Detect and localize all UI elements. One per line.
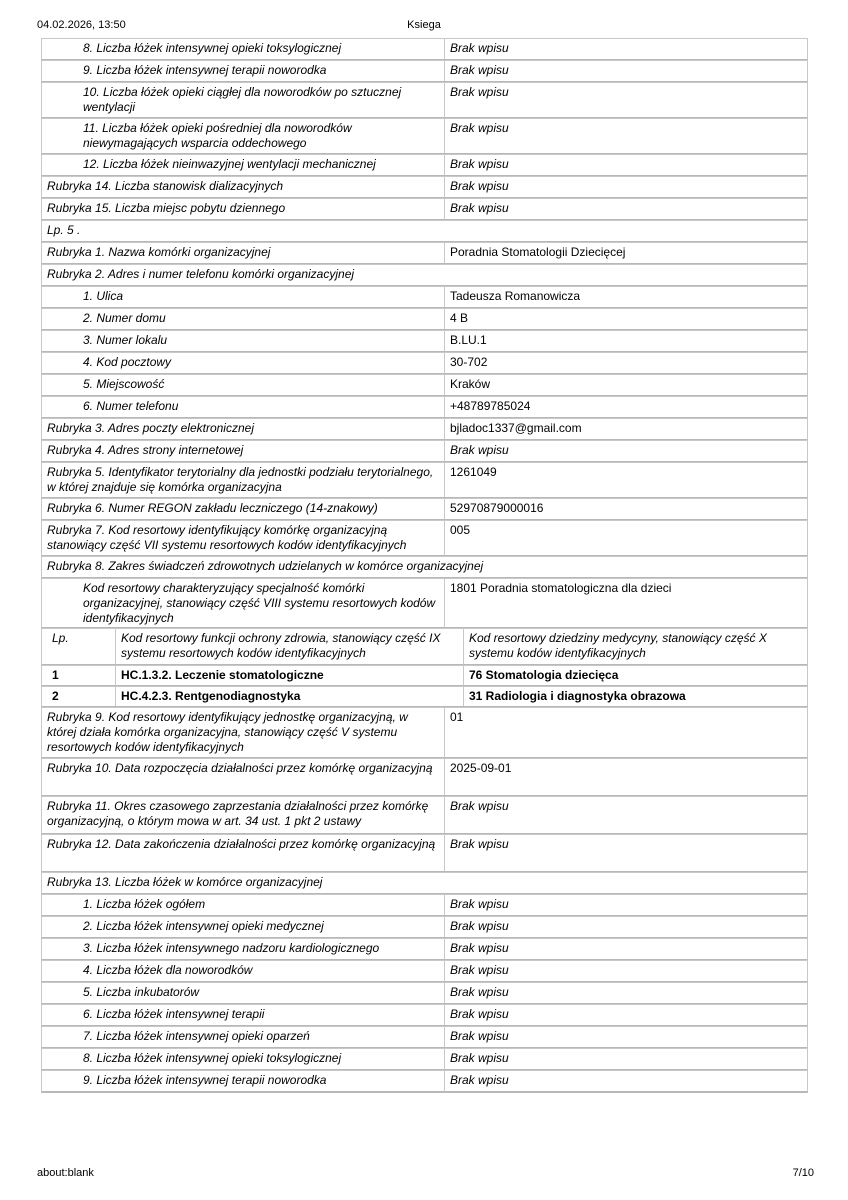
- field-label: 3. Numer lokalu: [42, 331, 445, 351]
- field-label: Rubryka 12. Data zakończenia działalności przez komórkę organizacyjną: [42, 835, 445, 871]
- subtable-function-code: HC.4.2.3. Rentgenodiagnostyka: [116, 687, 464, 706]
- table-row: [41, 60, 808, 83]
- field-value: Brak wpisu: [450, 897, 509, 911]
- field-label: 6. Liczba łóżek intensywnej terapii: [42, 1005, 445, 1025]
- field-value: Brak wpisu: [450, 1073, 509, 1087]
- field-value: 4 B: [450, 311, 469, 325]
- table-row: [41, 38, 808, 61]
- field-value: 1801 Poradnia stomatologiczna dla dzieci: [450, 581, 672, 595]
- table-row: [41, 374, 808, 397]
- section-heading: Lp. 5 .: [47, 223, 81, 237]
- table-row: [41, 118, 808, 155]
- subtable-header-lp: Lp.: [42, 629, 116, 664]
- table-row: [41, 418, 808, 441]
- field-value: Brak wpisu: [450, 1007, 509, 1021]
- field-label: Rubryka 15. Liczba miejsc pobytu dziennego: [42, 199, 445, 219]
- table-row: [41, 352, 808, 375]
- table-row: [41, 1004, 808, 1027]
- registry-table: [41, 39, 808, 1093]
- subtable-header-domain-code: Kod resortowy dziedziny medycyny, stanowiący część X systemu kodów identyfikacyjnych: [469, 631, 767, 660]
- field-label: 9. Liczba łóżek intensywnej terapii noworodka: [42, 1071, 445, 1091]
- field-value: Brak wpisu: [450, 157, 509, 171]
- field-value: 01: [450, 710, 464, 724]
- table-row: [41, 796, 808, 835]
- field-value: bjladoc1337@gmail.com: [450, 421, 582, 435]
- field-label: 10. Liczba łóżek opieki ciągłej dla noworodków po sztucznej wentylacji: [42, 83, 445, 117]
- field-label: 2. Numer domu: [42, 309, 445, 329]
- table-row: [41, 308, 808, 331]
- field-value: 30-702: [450, 355, 488, 369]
- field-value: 2025-09-01: [450, 761, 512, 775]
- table-row: [41, 286, 808, 309]
- field-value: Brak wpisu: [450, 985, 509, 999]
- document-title: Ksiega: [407, 19, 441, 31]
- field-label: Rubryka 3. Adres poczty elektronicznej: [42, 419, 445, 439]
- field-value: Brak wpisu: [450, 963, 509, 977]
- field-value: Brak wpisu: [450, 837, 509, 851]
- field-label: 8. Liczba łóżek intensywnej opieki toksylogicznej: [42, 1049, 445, 1069]
- table-row: [41, 1026, 808, 1049]
- table-row: [41, 176, 808, 199]
- field-label: 12. Liczba łóżek nieinwazyjnej wentylacji mechanicznej: [42, 155, 445, 175]
- table-row: [41, 330, 808, 353]
- table-row: [41, 198, 808, 221]
- subtable-domain-code: 76 Stomatologia dziecięca: [469, 668, 619, 682]
- field-value: Brak wpisu: [450, 201, 509, 215]
- table-row: [41, 707, 808, 759]
- section-heading-row: [41, 872, 808, 895]
- table-row: [41, 960, 808, 983]
- subtable-domain-code: 31 Radiologia i diagnostyka obrazowa: [469, 689, 686, 703]
- field-label: 1. Ulica: [42, 287, 445, 307]
- field-value: Brak wpisu: [450, 919, 509, 933]
- table-row: [41, 440, 808, 463]
- subtable-lp: 2: [42, 687, 116, 706]
- field-value: Brak wpisu: [450, 799, 509, 813]
- field-label: Rubryka 14. Liczba stanowisk dializacyjnych: [42, 177, 445, 197]
- table-row: [41, 982, 808, 1005]
- field-value: 005: [450, 523, 471, 537]
- field-value: +48789785024: [450, 399, 531, 413]
- field-value: 52970879000016: [450, 501, 544, 515]
- field-value: Brak wpisu: [450, 121, 509, 135]
- field-label: 4. Kod pocztowy: [42, 353, 445, 373]
- subtable-function-code: HC.1.3.2. Leczenie stomatologiczne: [116, 666, 464, 685]
- field-value: B.LU.1: [450, 333, 487, 347]
- table-row: [41, 938, 808, 961]
- table-row: [41, 758, 808, 797]
- field-label: 7. Liczba łóżek intensywnej opieki oparzeń: [42, 1027, 445, 1047]
- field-label: 6. Numer telefonu: [42, 397, 445, 417]
- field-value: Brak wpisu: [450, 443, 509, 457]
- field-label: Rubryka 6. Numer REGON zakładu leczniczego (14-znakowy): [42, 499, 445, 519]
- field-value: Brak wpisu: [450, 63, 509, 77]
- table-row: [41, 154, 808, 177]
- section-heading: Rubryka 13. Liczba łóżek w komórce organizacyjnej: [47, 875, 323, 889]
- table-row: [41, 498, 808, 521]
- field-label: Rubryka 9. Kod resortowy identyfikujący jednostkę organizacyjną, w której działa komórka organizacyjna, stanowiący część V systemu resortowych kodów identyfikacyjnych: [42, 708, 445, 757]
- field-label: Rubryka 4. Adres strony internetowej: [42, 441, 445, 461]
- table-row: [41, 396, 808, 419]
- field-label: Rubryka 11. Okres czasowego zaprzestania działalności przez komórkę organizacyjną, o którym mowa w art. 34 ust. 1 pkt 2 ustawy: [42, 797, 445, 833]
- subtable-row: [41, 686, 808, 708]
- table-row: [41, 462, 808, 499]
- field-value: Kraków: [450, 377, 491, 391]
- field-label: 8. Liczba łóżek intensywnej opieki toksylogicznej: [42, 39, 445, 59]
- field-value: Brak wpisu: [450, 1029, 509, 1043]
- field-label: Rubryka 5. Identyfikator terytorialny dla jednostki podziału terytorialnego, w której znajduje się komórka organizacyjna: [42, 463, 445, 497]
- table-row: [41, 520, 808, 557]
- field-value: Tadeusza Romanowicza: [450, 289, 581, 303]
- section-heading: Rubryka 8. Zakres świadczeń zdrowotnych udzielanych w komórce organizacyjnej: [47, 559, 484, 573]
- field-value: Brak wpisu: [450, 1051, 509, 1065]
- field-value: Brak wpisu: [450, 179, 509, 193]
- field-label: 9. Liczba łóżek intensywnej terapii noworodka: [42, 61, 445, 81]
- field-label: 11. Liczba łóżek opieki pośredniej dla noworodków niewymagających wsparcia oddechowego: [42, 119, 445, 153]
- field-label: Rubryka 7. Kod resortowy identyfikujący komórkę organizacyjną stanowiący część VII systemu resortowych kodów identyfikacyjnych: [42, 521, 445, 555]
- field-value: Brak wpisu: [450, 941, 509, 955]
- page-url: about:blank: [37, 1167, 94, 1179]
- field-label: Kod resortowy charakteryzujący specjalność komórki organizacyjnej, stanowiący część VIII systemu resortowych kodów identyfikacyjnych: [42, 579, 445, 627]
- field-value: 1261049: [450, 465, 497, 479]
- field-value: Brak wpisu: [450, 41, 509, 55]
- table-row: [41, 894, 808, 917]
- subtable-header-row: [41, 628, 808, 666]
- field-label: 5. Liczba inkubatorów: [42, 983, 445, 1003]
- field-label: 4. Liczba łóżek dla noworodków: [42, 961, 445, 981]
- section-heading: Rubryka 2. Adres i numer telefonu komórki organizacyjnej: [47, 267, 355, 281]
- field-label: 3. Liczba łóżek intensywnego nadzoru kardiologicznego: [42, 939, 445, 959]
- field-label: 1. Liczba łóżek ogółem: [42, 895, 445, 915]
- section-heading-row: [41, 556, 808, 579]
- subtable-lp: 1: [42, 666, 116, 685]
- page-number: 7/10: [792, 1167, 814, 1179]
- table-row: [41, 1070, 808, 1093]
- field-label: Rubryka 10. Data rozpoczęcia działalności przez komórkę organizacyjną: [42, 759, 445, 795]
- field-label: 5. Miejscowość: [42, 375, 445, 395]
- section-heading-row: [41, 264, 808, 287]
- table-row: [41, 82, 808, 119]
- field-value: Poradnia Stomatologii Dziecięcej: [450, 245, 626, 259]
- table-row: [41, 578, 808, 629]
- table-row: [41, 834, 808, 873]
- subtable-row: [41, 665, 808, 687]
- table-row: [41, 1048, 808, 1071]
- field-label: 2. Liczba łóżek intensywnej opieki medycznej: [42, 917, 445, 937]
- field-value: Brak wpisu: [450, 85, 509, 99]
- table-row: [41, 916, 808, 939]
- table-row: [41, 242, 808, 265]
- print-datetime: 04.02.2026, 13:50: [37, 19, 126, 31]
- subtable-header-function-code: Kod resortowy funkcji ochrony zdrowia, stanowiący część IX systemu resortowych kodów identyfikacyjnych: [116, 629, 464, 664]
- section-heading-row: [41, 220, 808, 243]
- field-label: Rubryka 1. Nazwa komórki organizacyjnej: [42, 243, 445, 263]
